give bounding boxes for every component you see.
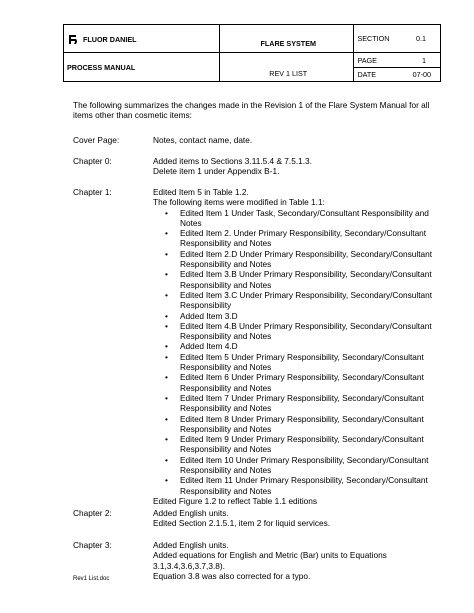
list-item: • Edited Item 3.C Under Primary Responsibility, Secondary/Consultant Responsibility <box>153 290 443 311</box>
entry-line: Delete item 1 under Appendix B-1. <box>153 166 280 177</box>
entry-line: Notes, contact name, date. <box>153 135 253 145</box>
list-item: • Edited Item 7 Under Primary Responsibility, Secondary/Consultant Responsibility and Notes <box>153 393 443 414</box>
entry-body <box>153 187 443 506</box>
list-item: • Edited Item 4.B Under Primary Responsibility, Secondary/Consultant Responsibility and Notes <box>153 321 443 342</box>
intro-paragraph: The following summarizes the changes made in the Revision 1 of the Flare System Manual for all items other than cosmetic items: <box>73 100 430 121</box>
company-name: FLUOR DANIEL <box>83 35 137 44</box>
entry-line: The following items were modified in Table 1.1: <box>153 197 325 208</box>
entry-line: Edited Figure 1.2 to reflect Table 1.1 editions <box>153 495 318 506</box>
entry-label: Chapter 2: <box>73 508 112 518</box>
entry-label: Cover Page: <box>73 135 120 145</box>
page-date-cell <box>354 53 441 82</box>
list-item: • Added Item 4.D <box>153 341 443 351</box>
list-item: • Added Item 3.D <box>153 311 443 321</box>
list-item: • Edited Item 1 Under Task, Secondary/Consultant Responsibility and Notes <box>153 208 443 229</box>
entry-line: Edited Item 5 in Table 1.2. <box>153 187 249 197</box>
revision-label: REV 1 LIST <box>269 69 308 78</box>
document-title: FLARE SYSTEM <box>260 39 316 48</box>
section-value: 0.1 <box>416 34 426 43</box>
page-label: PAGE <box>357 55 377 65</box>
manual-cell <box>64 53 220 82</box>
list-item: • Edited Item 5 Under Primary Responsibility, Secondary/Consultant Responsibility and Notes <box>153 352 443 373</box>
list-item: • Edited Item 8 Under Primary Responsibility, Secondary/Consultant Responsibility and Notes <box>153 414 443 435</box>
entry-line: Added equations for English and Metric (Bar) units to Equations 3.1,3.4,3.6,3.7,3.8). <box>153 550 387 571</box>
list-item: • Edited Item 3.B Under Primary Responsibility, Secondary/Consultant Responsibility and Notes <box>153 269 443 290</box>
entry-label: Chapter 3: <box>73 540 112 550</box>
fluor-daniel-logo-icon <box>67 34 79 45</box>
list-item: • Edited Item 10 Under Primary Responsibility, Secondary/Consultant Responsibility and Notes <box>153 455 443 476</box>
entry-line: Equation 3.8 was also corrected for a typo. <box>153 570 311 581</box>
manual-name: PROCESS MANUAL <box>67 62 136 72</box>
list-item: • Edited Item 11 Under Primary Responsibility, Secondary/Consultant Responsibility and Notes <box>153 475 443 496</box>
list-item: • Edited Item 2.D Under Primary Responsibility, Secondary/Consultant Responsibility and Notes <box>153 249 443 270</box>
title-cell <box>220 25 354 53</box>
date-value: 07-00 <box>412 70 431 79</box>
bullet-list <box>153 208 443 496</box>
entry-line: Edited Section 2.1.5.1, item 2 for liquid services. <box>153 518 331 529</box>
document-header <box>63 24 441 82</box>
footer-filename: Rev1 List.doc <box>73 576 110 582</box>
entry-body <box>153 508 443 529</box>
section-cell <box>354 25 441 53</box>
entry-line: Added English units. <box>153 540 229 550</box>
rev-cell <box>220 53 354 82</box>
entry-line: Added English units. <box>153 508 229 518</box>
company-cell <box>64 25 220 53</box>
entry-body <box>153 135 443 145</box>
list-item: • Edited Item 9 Under Primary Responsibility, Secondary/Consultant Responsibility and Notes <box>153 434 443 455</box>
list-item: • Edited Item 6 Under Primary Responsibility, Secondary/Consultant Responsibility and Notes <box>153 372 443 393</box>
date-label: DATE <box>357 70 377 79</box>
entry-line: Added items to Sections 3.11.5.4 & 7.5.1.3. <box>153 156 312 166</box>
entry-label: Chapter 0: <box>73 156 112 166</box>
page-value: 1 <box>422 55 426 65</box>
entry-body <box>153 540 443 581</box>
list-item: • Edited Item 2. Under Primary Responsibility, Secondary/Consultant Responsibility and Notes <box>153 228 443 249</box>
entry-body <box>153 156 443 177</box>
entry-label: Chapter 1: <box>73 187 112 197</box>
section-label: SECTION <box>357 34 390 43</box>
